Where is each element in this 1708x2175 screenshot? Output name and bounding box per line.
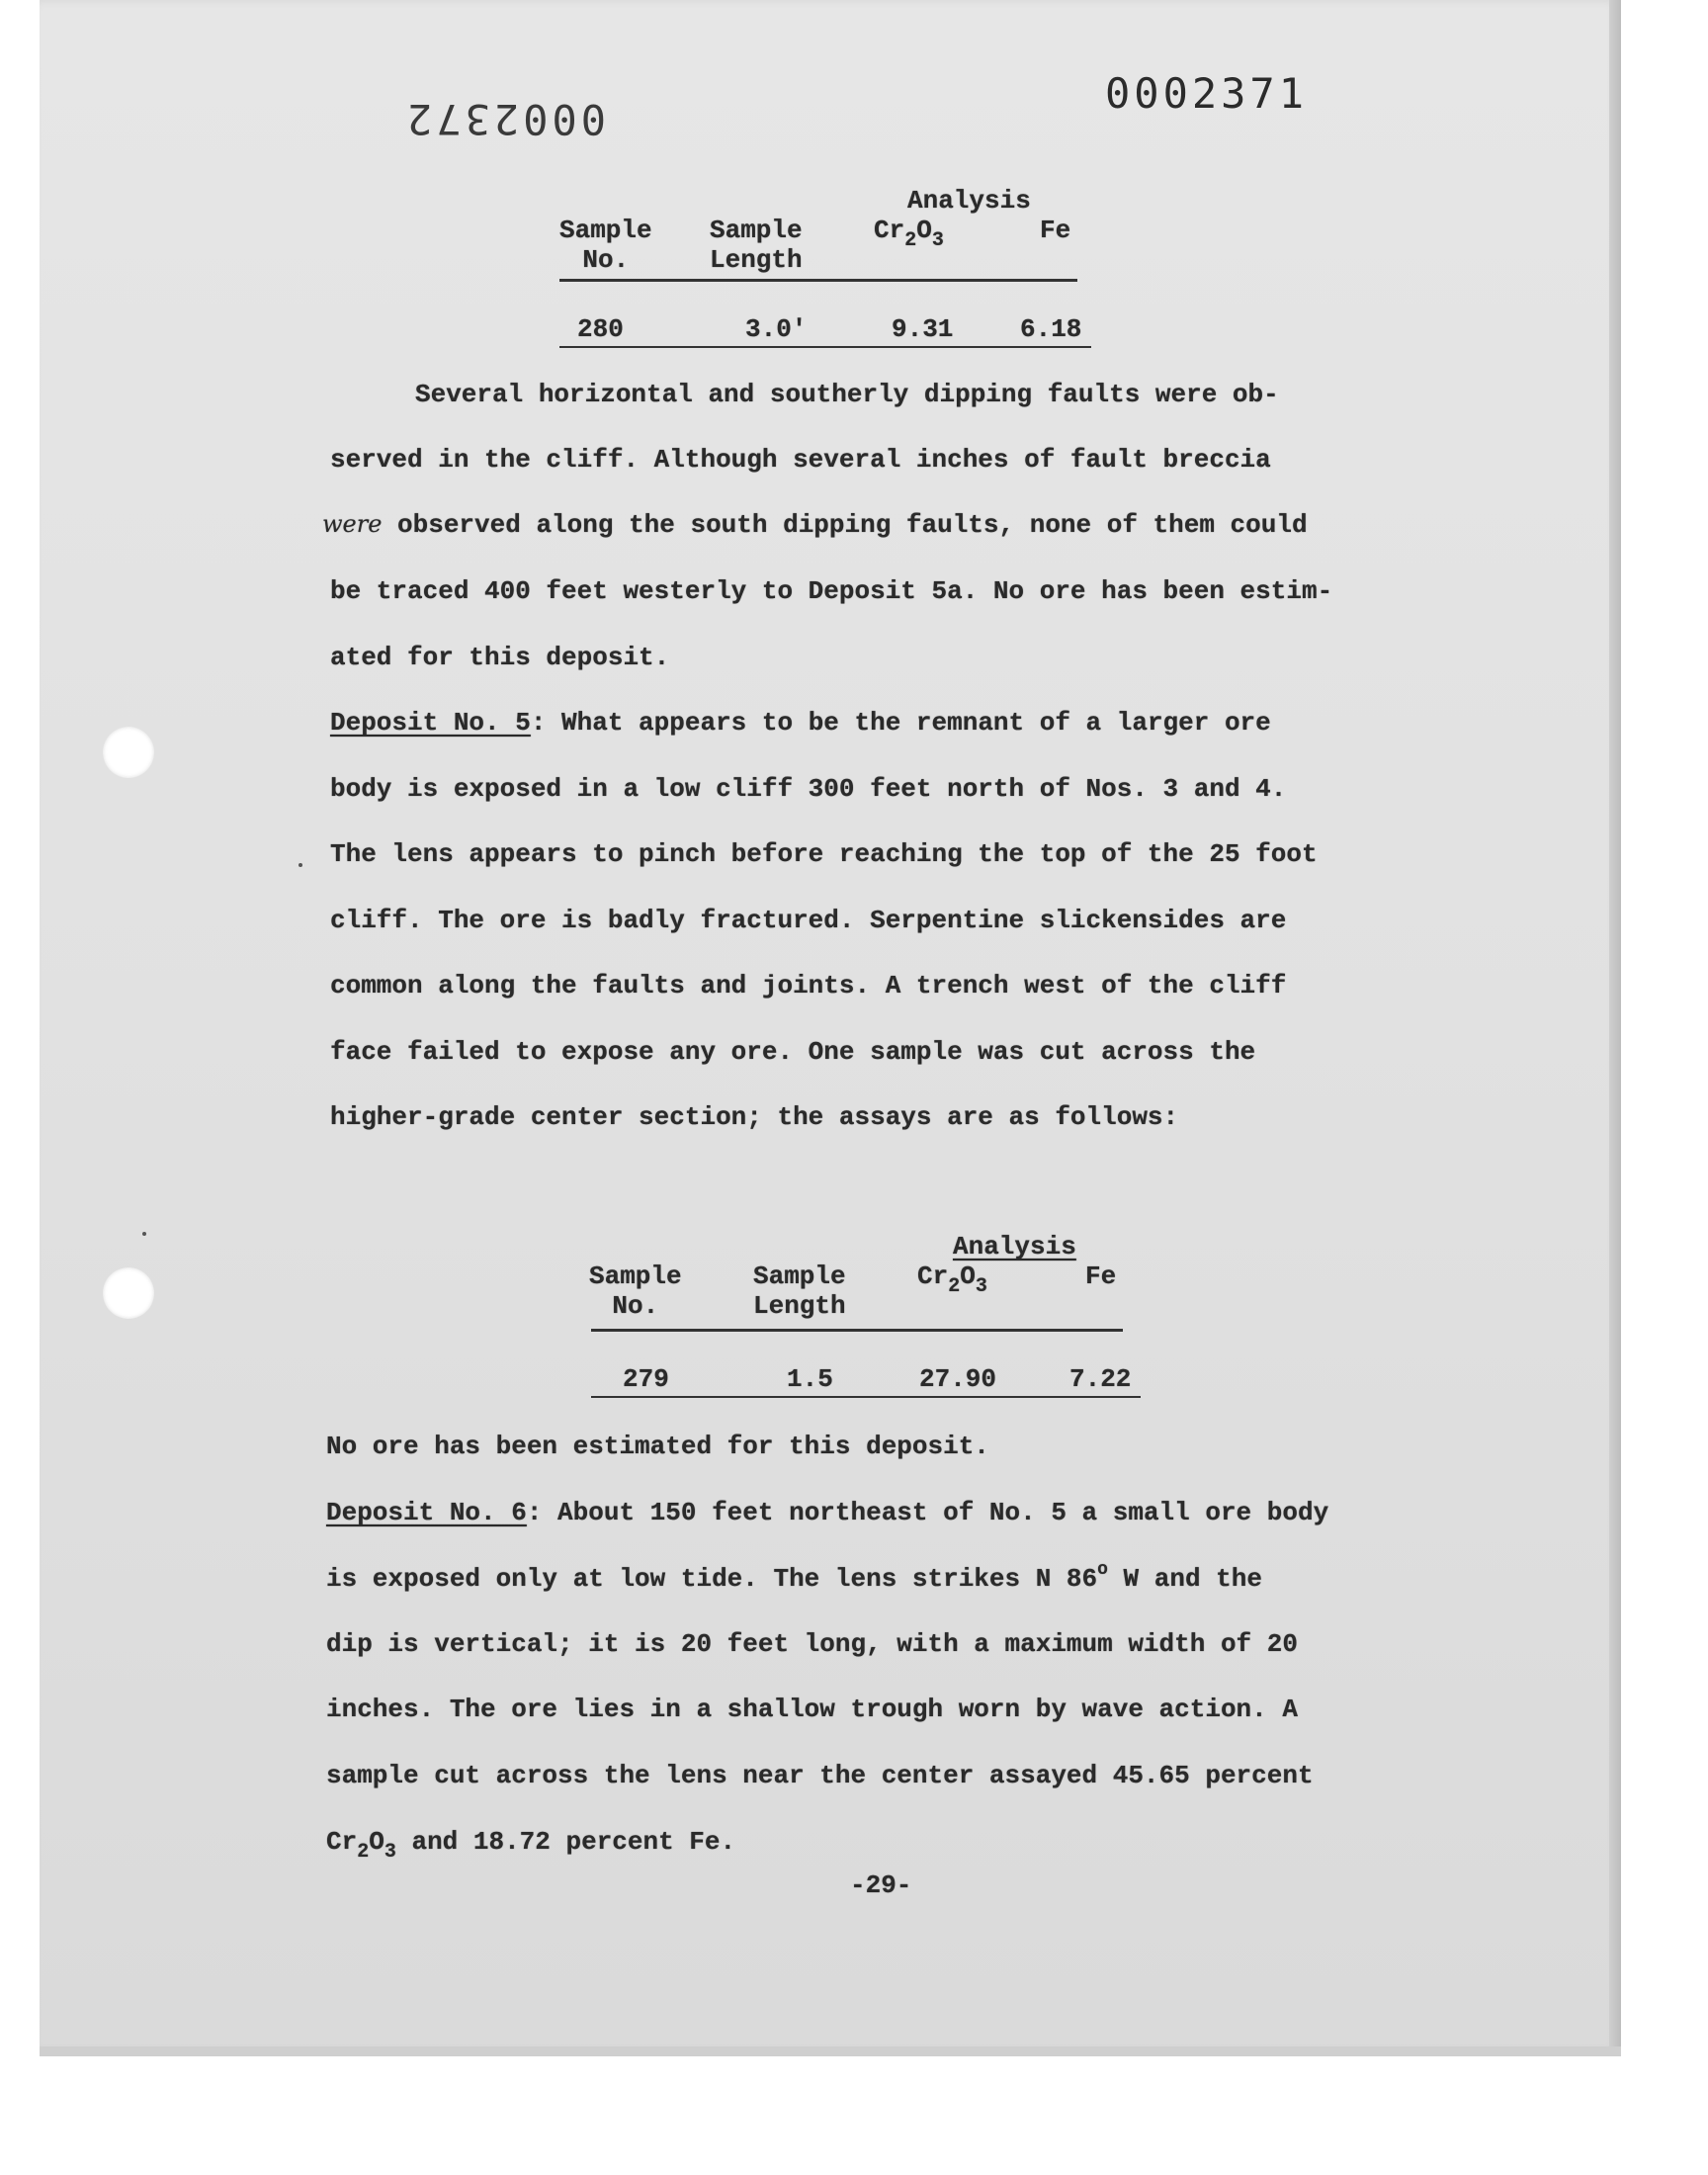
cell-fe: 7.22 xyxy=(1069,1364,1132,1394)
para-line: $Cr_2O_3$ and 18.72 percent Fe. xyxy=(326,1827,736,1864)
sample-length-header: Sample Length xyxy=(710,216,803,275)
para-line: face failed to expose any ore. One sample was cut across the xyxy=(330,1037,1256,1067)
para-line: were observed along the south dipping faults, none of them could xyxy=(322,510,1308,540)
sample-length-header: Sample Length xyxy=(753,1262,846,1321)
row-underline xyxy=(591,1396,1141,1398)
page-id-stamp: 0002371 xyxy=(1105,69,1309,118)
cell-sample-no: 279 xyxy=(623,1364,669,1394)
deposit-heading: Deposit No. 6 xyxy=(326,1498,527,1527)
sample-no-header: Sample No. xyxy=(589,1262,682,1321)
speck xyxy=(299,863,302,867)
para-line: body is exposed in a low cliff 300 feet north of Nos. 3 and 4. xyxy=(330,774,1287,804)
para-line: served in the cliff. Although several inches of fault breccia xyxy=(330,445,1271,475)
row-underline xyxy=(559,346,1091,348)
cr2o3-header: $Cr_2O_3$ xyxy=(917,1262,987,1298)
para-line: be traced 400 feet westerly to Deposit 5a. No ore has been estim- xyxy=(330,576,1333,606)
analysis-header: Analysis xyxy=(953,1232,1076,1262)
cell-length: 3.0' xyxy=(745,314,808,344)
page-number: -29- xyxy=(850,1870,912,1900)
deposit-6-paragraph: Deposit No. 6: About 150 feet northeast of No. 5 a small ore body xyxy=(326,1498,1329,1527)
speck xyxy=(142,1232,146,1236)
sample-no-header: Sample No. xyxy=(559,216,652,275)
para-line: Several horizontal and southerly dipping faults were ob- xyxy=(415,380,1279,409)
para-line: higher-grade center section; the assays are as follows: xyxy=(330,1102,1179,1132)
analysis-header: Analysis xyxy=(907,186,1031,216)
para-line: sample cut across the lens near the center assayed 45.65 percent xyxy=(326,1761,1314,1790)
para-line: The lens appears to pinch before reaching the top of the 25 foot xyxy=(330,839,1318,869)
cell-cr2o3: 9.31 xyxy=(892,314,954,344)
fe-header: Fe xyxy=(1040,216,1071,245)
para-line: No ore has been estimated for this deposit. xyxy=(326,1432,989,1461)
para-line: ated for this deposit. xyxy=(330,643,670,672)
punch-hole xyxy=(103,727,154,778)
header-rule xyxy=(591,1329,1123,1332)
deposit-heading: Deposit No. 5 xyxy=(330,708,531,738)
deposit-5-paragraph: Deposit No. 5: What appears to be the remnant of a larger ore xyxy=(330,708,1271,738)
fe-header: Fe xyxy=(1085,1262,1117,1291)
para-line: cliff. The ore is badly fractured. Serpentine slickensides are xyxy=(330,906,1287,935)
para-line: common along the faults and joints. A trench west of the cliff xyxy=(330,971,1287,1000)
cell-fe: 6.18 xyxy=(1020,314,1082,344)
cell-length: 1.5 xyxy=(787,1364,833,1394)
para-line: is exposed only at low tide. The lens strikes N 86$^o$ W and the xyxy=(326,1560,1262,1594)
header-rule xyxy=(559,279,1077,282)
cr2o3-header: $Cr_2O_3$ xyxy=(874,216,944,252)
handwritten-insert: were xyxy=(322,510,383,538)
para-line: inches. The ore lies in a shallow trough worn by wave action. A xyxy=(326,1695,1298,1724)
punch-hole xyxy=(103,1267,154,1319)
mirrored-stamp: 0002372 xyxy=(403,95,607,143)
document-page xyxy=(40,0,1621,2051)
para-line: dip is vertical; it is 20 feet long, with a maximum width of 20 xyxy=(326,1629,1298,1659)
cell-cr2o3: 27.90 xyxy=(919,1364,997,1394)
page-edge xyxy=(1609,0,1621,2051)
cell-sample-no: 280 xyxy=(577,314,624,344)
page-bottom-edge xyxy=(40,2046,1621,2056)
